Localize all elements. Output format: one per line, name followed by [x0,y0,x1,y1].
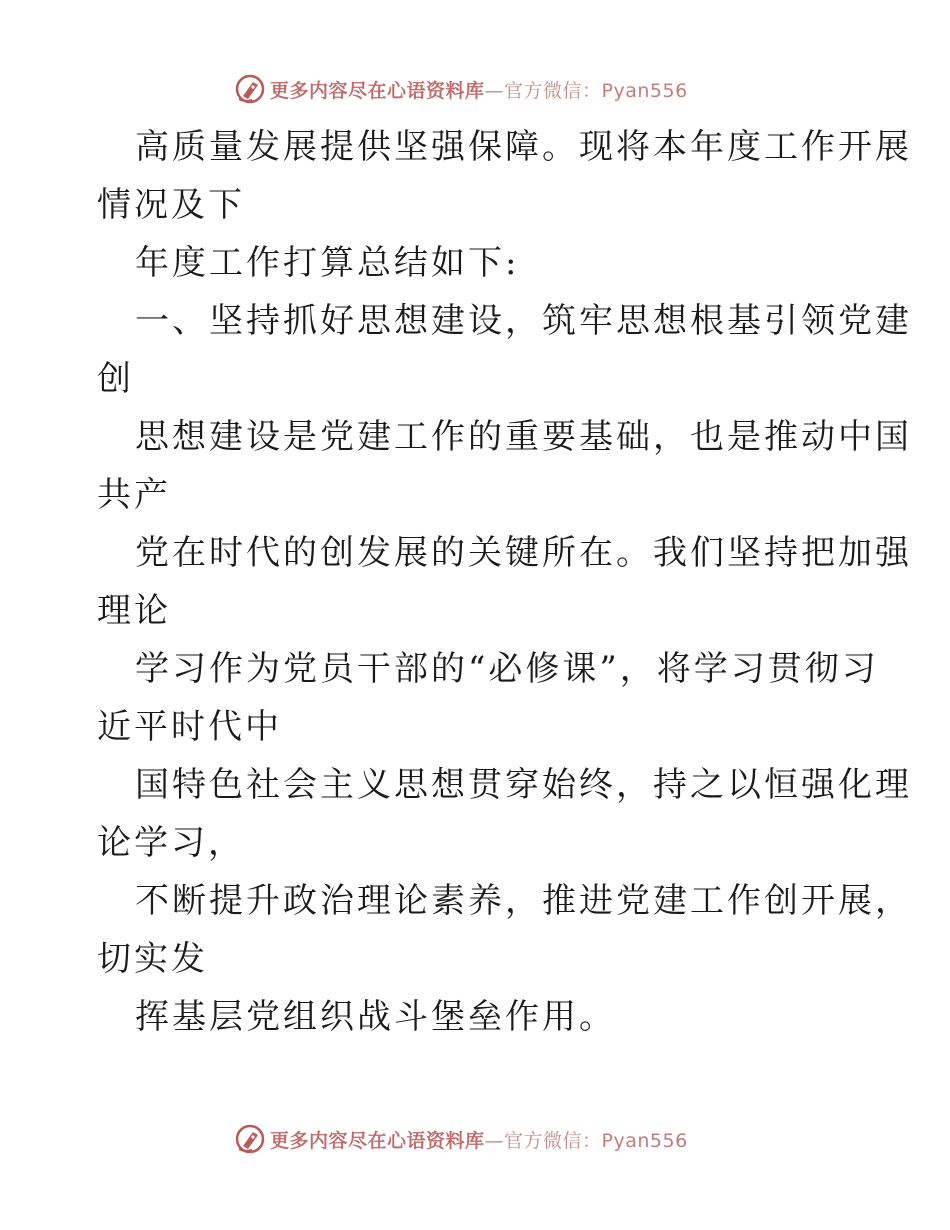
text-line: 切实发 [97,939,208,979]
text-line: 国特色社会主义思想贯穿始终，持之以恒强化理 [135,765,912,805]
text-line: 高质量发展提供坚强保障。现将本年度工作开展 [135,127,912,167]
document-body [97,118,912,1046]
text-line: 不断提升政治理论素养，推进党建工作创开展， [135,881,912,921]
text-line: 论学习， [97,823,245,863]
text-line: 共产 [97,475,171,515]
text-line: 挥基层党组织战斗堡垒作用。 [135,997,616,1037]
text-line: 思想建设是党建工作的重要基础，也是推动中国 [135,417,912,457]
text-line: 理论 [97,591,171,631]
text-line: 情况及下 [97,185,245,225]
header-watermark [234,72,688,106]
footer-watermark [234,1122,688,1156]
pen-nib-logo-icon [234,73,266,105]
text-line: 创 [97,359,134,399]
text-line: 党在时代的创发展的关键所在。我们坚持把加强 [135,533,912,573]
pen-nib-logo-icon [234,1123,266,1155]
text-line: 学习作为党员干部的“必修课”，将学习贯彻习 [135,649,879,689]
section-heading: 一、坚持抓好思想建设，筑牢思想根基引领党建 [135,301,912,341]
text-line: 近平时代中 [97,707,282,747]
watermark-text: 更多内容尽在心语资料库—官方微信：Pyan556 [270,1129,688,1152]
watermark-text: 更多内容尽在心语资料库—官方微信：Pyan556 [270,79,688,102]
text-line: 年度工作打算总结如下: [135,243,520,283]
